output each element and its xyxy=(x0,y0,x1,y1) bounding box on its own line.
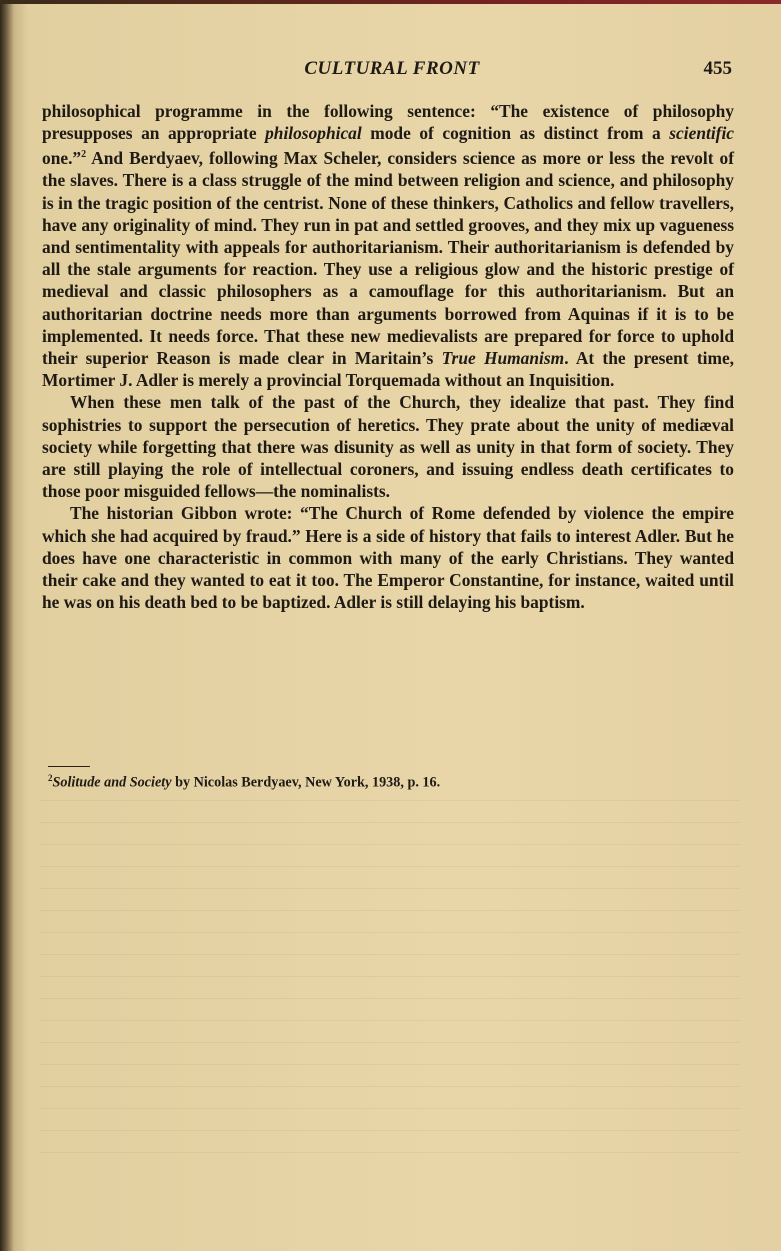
paragraph xyxy=(42,502,734,613)
italic-run: scientific xyxy=(669,123,734,144)
paragraph xyxy=(42,391,734,502)
italic-run: True Humanism xyxy=(441,348,565,369)
text-run: And Berdyaev, following Max Scheler, considers science as more or less the revolt of the slaves. There is a class struggle of the mind between religion and science, and philosophy is in the tragic position of the centrist. None of these thinkers, Catholics and fellow travellers, have any originality of mind. They run in pat and settled grooves, and they mix up vagueness and sentimentality with appeals for authoritarianism. Their authoritarianism is defended by all the stale arguments for reaction. They use a religious glow and the historic prestige of medieval and classic philosophers as a camouflage for this authoritarianism. But an authoritarian doctrine needs more than arguments borrowed from Aquinas if it is to be implemented. It needs force. That these new medievalists are prepared for force to uphold their superior Reason is made clear in Maritain’s xyxy=(42,148,734,369)
footnote-rule xyxy=(48,766,90,767)
footnote-ref: 2 xyxy=(81,149,87,161)
text-run: When these men talk of the past of the Church, they idealize that past. They find sophistries to support the persecution of heretics. They prate about the unity of mediæval society while forgetting that there was disunity as well as unity in that form of society. They are still playing the role of intellectual coroners, and issuing endless death certificates to those poor misguided fellows—the nominalists. xyxy=(42,392,734,502)
footnote-text: by Nicolas Berdyaev, New York, 1938, p. 16. xyxy=(171,774,441,791)
page-number: 455 xyxy=(703,58,732,79)
page-header xyxy=(42,58,742,84)
text-run: . At the present time, Mortimer J. Adler is merely a provincial Torquemada without an Inquisition. xyxy=(42,348,735,391)
footnote-title: Solitude and Society xyxy=(52,774,172,791)
paragraph xyxy=(42,100,734,391)
footnote-marker: 2 xyxy=(48,773,53,783)
body-text xyxy=(42,100,734,613)
text-run: philosophical programme in the following sentence: “The existence of philosophy presupposes an appropriate xyxy=(42,101,734,144)
text-run: mode of cognition as distinct from a xyxy=(361,123,670,144)
running-head: CULTURAL FRONT xyxy=(304,58,480,79)
footnote xyxy=(48,768,728,793)
page-top-edge xyxy=(0,0,781,4)
text-run: one.” xyxy=(42,148,82,169)
italic-run: philosophical xyxy=(265,123,362,144)
show-through-texture xyxy=(40,800,740,1160)
text-run: The historian Gibbon wrote: “The Church of Rome defended by violence the empire which she had acquired by fraud.” Here is a side of history that fails to interest Adler. But he does have one characteristic in common with many of the early Christians. They wanted their cake and they wanted to eat it too. The Emperor Constantine, for instance, waited until he was on his death bed to be baptized. Adler is still delaying his baptism. xyxy=(42,503,734,613)
